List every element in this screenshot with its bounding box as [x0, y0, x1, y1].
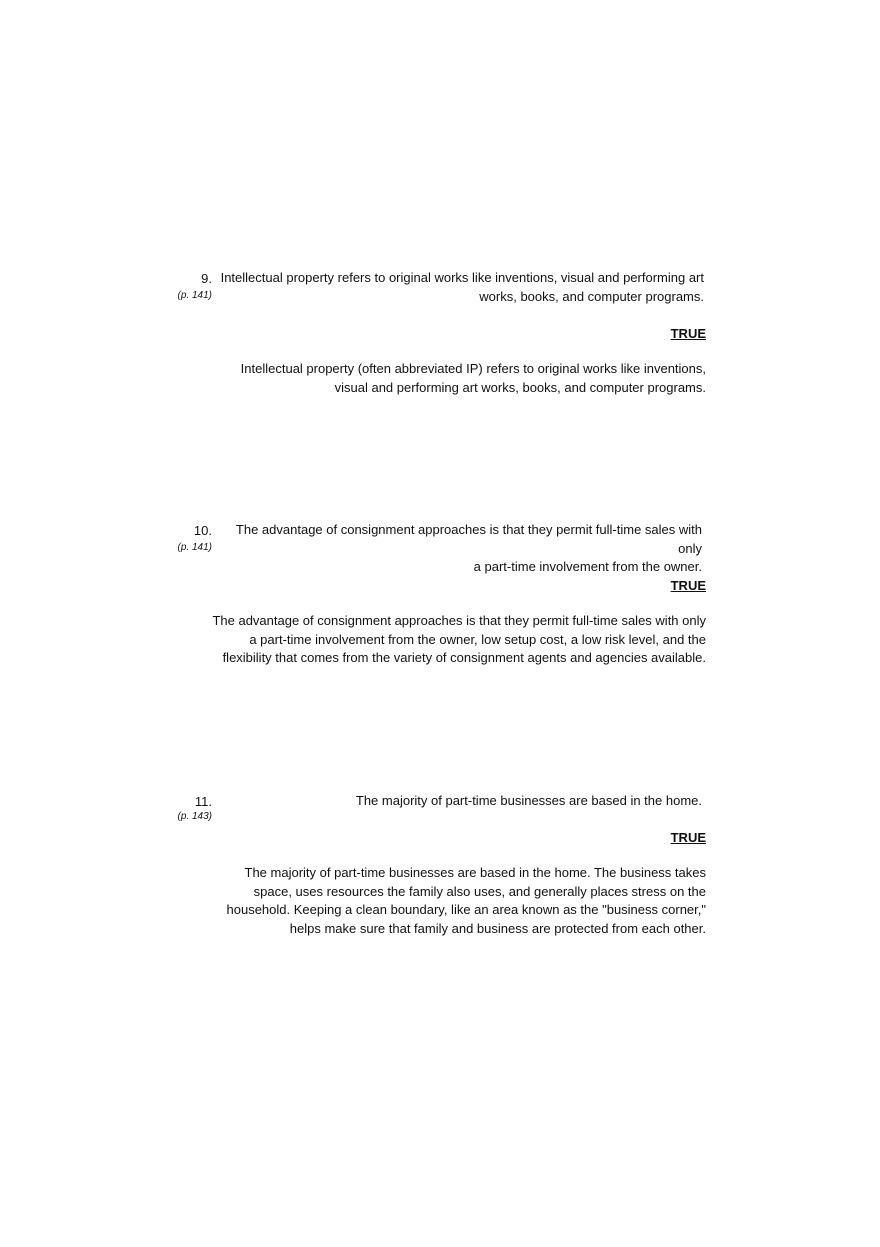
question-statement [220, 792, 702, 811]
question-statement [212, 521, 702, 577]
page-reference: (p. 143) [177, 811, 212, 822]
page-reference: (p. 141) [177, 542, 212, 553]
statement-line: The advantage of consignment approaches is that they permit full-time sales with only [235, 522, 702, 556]
answer-explanation [220, 360, 706, 397]
explanation-line: visual and performing art works, books, and computer programs. [334, 379, 706, 395]
answer-label: TRUE [670, 578, 706, 593]
explanation-line: household. Keeping a clean boundary, like an area known as the "business corner," [226, 902, 706, 918]
statement-line: Intellectual property refers to original works like inventions, visual and performing art [220, 270, 704, 285]
statement-line: works, books, and computer programs. [479, 288, 704, 304]
page-reference: (p. 141) [177, 290, 212, 301]
explanation-line: a part-time involvement from the owner, low setup cost, a low risk level, and the [249, 631, 706, 647]
answer-label: TRUE [670, 326, 706, 341]
answer-explanation [212, 612, 706, 668]
explanation-line: The advantage of consignment approaches is that they permit full-time sales with only [212, 613, 706, 628]
answer-explanation [212, 864, 706, 939]
explanation-line: helps make sure that family and business are protected from each other. [289, 921, 706, 937]
explanation-line: Intellectual property (often abbreviated IP) refers to original works like inventions, [240, 361, 706, 376]
question-statement [220, 269, 704, 306]
explanation-line: flexibility that comes from the variety of consignment agents and agencies available. [222, 650, 706, 666]
answer-label: TRUE [670, 830, 706, 845]
explanation-line: The majority of part-time businesses are based in the home. The business takes [244, 865, 706, 880]
question-number: 9. [201, 271, 212, 286]
statement-line: The majority of part-time businesses are based in the home. [355, 793, 702, 808]
statement-line: a part-time involvement from the owner. [473, 559, 702, 575]
question-number: 11. [194, 794, 212, 809]
question-number: 10. [193, 523, 212, 538]
explanation-line: space, uses resources the family also uses, and generally places stress on the [253, 883, 706, 899]
